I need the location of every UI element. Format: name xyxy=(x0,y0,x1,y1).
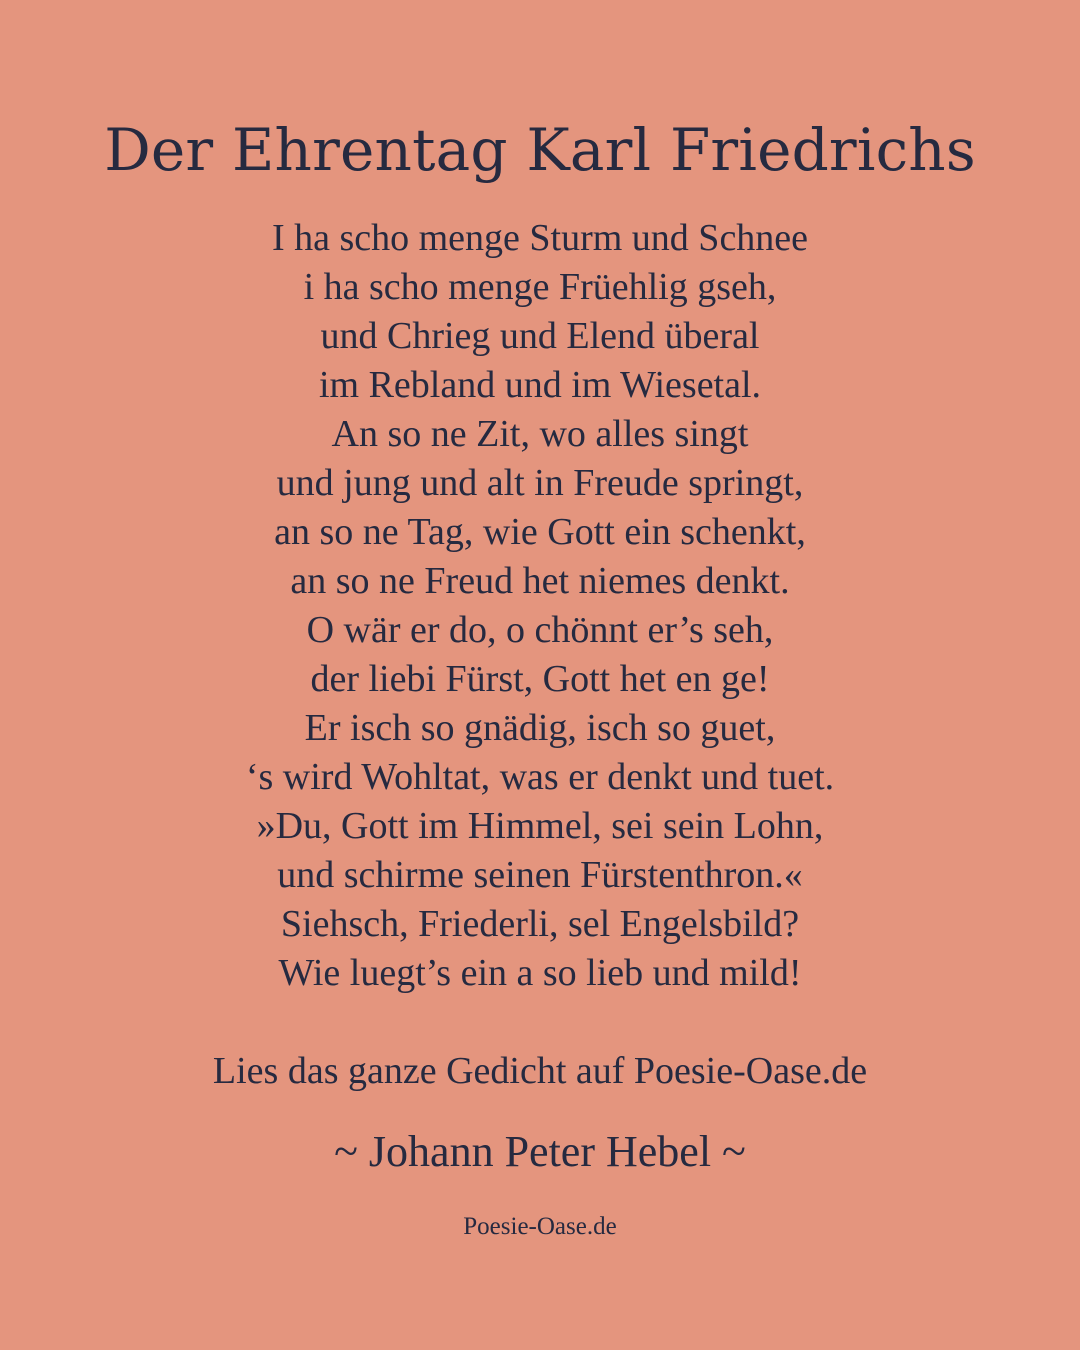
poem-line: An so ne Zit, wo alles singt xyxy=(331,413,749,455)
poem-line: im Rebland und im Wiesetal. xyxy=(318,364,762,406)
poem-line: Er isch so gnädig, isch so guet, xyxy=(304,707,776,749)
poem-line: Wie luegt’s ein a so lieb und mild! xyxy=(278,952,802,994)
poem-line: und jung und alt in Freude springt, xyxy=(276,462,804,504)
poem-line: O wär er do, o chönnt er’s seh, xyxy=(306,609,774,651)
poem-line: und Chrieg und Elend überal xyxy=(320,315,760,357)
poem-line: ‘s wird Wohltat, was er denkt und tuet. xyxy=(245,756,835,798)
poem-line: und schirme seinen Fürstenthron.« xyxy=(277,854,803,896)
poem-body xyxy=(0,214,1080,998)
poem-line: der liebi Fürst, Gott het en ge! xyxy=(310,658,770,700)
author-name: ~ Johann Peter Hebel ~ xyxy=(334,1127,746,1176)
poem-line: I ha scho menge Sturm und Schnee xyxy=(271,217,809,259)
read-full-poem-text: Lies das ganze Gedicht auf Poesie-Oase.de xyxy=(212,1050,868,1092)
poem-line: Siehsch, Friederli, sel Engelsbild? xyxy=(280,903,800,945)
site-footer-credit: Poesie-Oase.de xyxy=(463,1213,617,1240)
poem-title: Der Ehrentag Karl Friedrichs xyxy=(104,116,976,184)
poem-line: an so ne Tag, wie Gott ein schenkt, xyxy=(274,511,806,553)
poem-line: i ha scho menge Früehlig gseh, xyxy=(303,266,777,308)
poem-line: »Du, Gott im Himmel, sei sein Lohn, xyxy=(256,805,824,847)
poem-line: an so ne Freud het niemes denkt. xyxy=(290,560,790,602)
